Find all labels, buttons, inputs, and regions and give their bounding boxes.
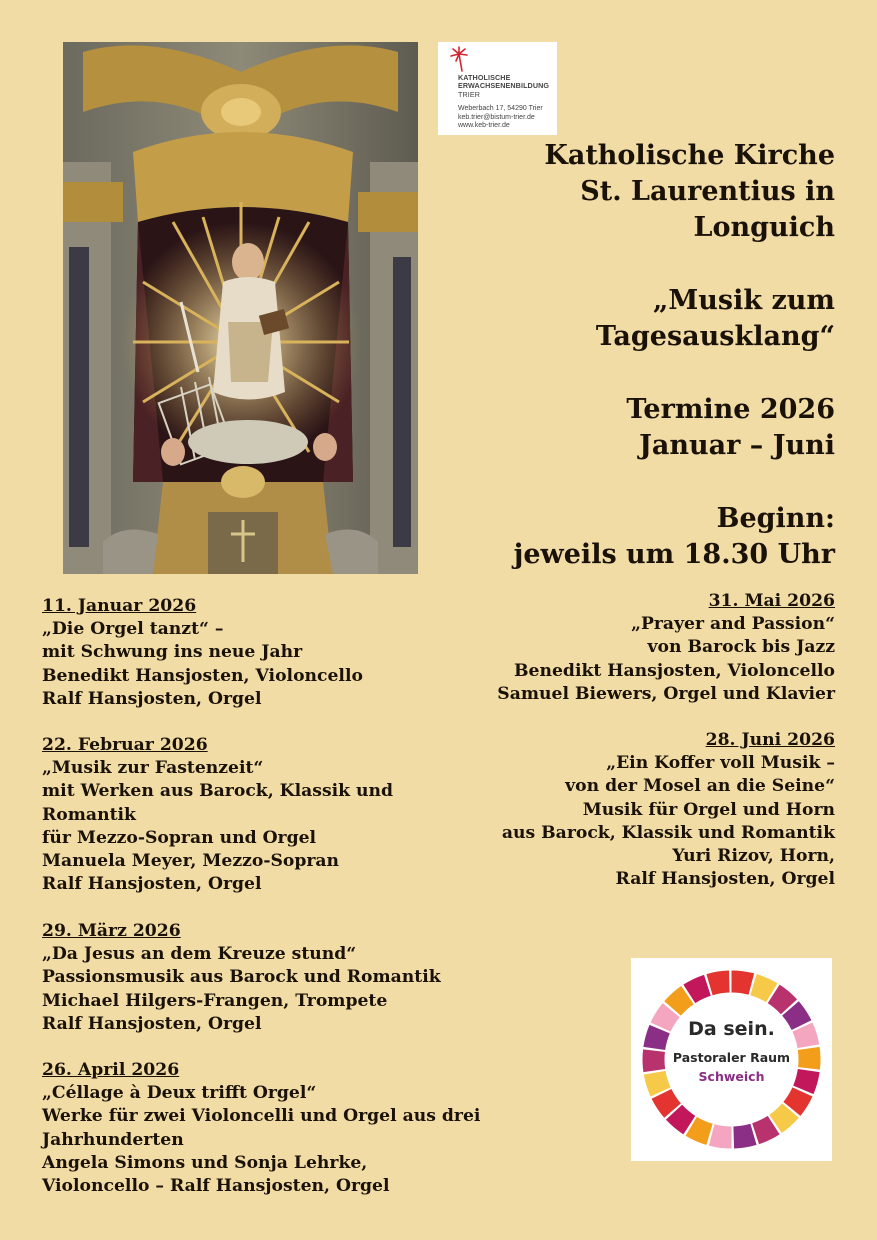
- event-line: Michael Hilgers-Frangen, Trompete: [42, 990, 388, 1011]
- event-line: Yuri Rizov, Horn,: [672, 846, 835, 867]
- ring-segment: [732, 982, 752, 985]
- event-line: Benedikt Hansjosten, Violoncello: [514, 660, 835, 681]
- event-line: Romantik: [42, 804, 136, 825]
- event-line: Samuel Biewers, Orgel und Klavier: [497, 683, 835, 704]
- event-line: „Musik zur Fastenzeit“: [42, 758, 264, 779]
- keb-org-line3: TRIER: [458, 89, 481, 99]
- dates-line1: Termine 2026: [626, 394, 835, 425]
- event-line: Violoncello – Ralf Hansjosten, Orgel: [42, 1176, 390, 1197]
- pastoral-raum-logo: [631, 958, 832, 1161]
- event-line: „Céllage à Deux trifft Orgel“: [42, 1083, 317, 1104]
- start-line1: Beginn:: [716, 503, 835, 534]
- ring-segment: [792, 1092, 803, 1109]
- event-line: „Ein Koffer voll Musik –: [606, 753, 835, 774]
- event-line: Ralf Hansjosten, Orgel: [42, 688, 262, 709]
- keb-org-line2: ERWACHSENENBILDUNG: [458, 81, 550, 91]
- event-line: für Mezzo-Sopran und Orgel: [42, 827, 317, 848]
- event-line: Manuela Meyer, Mezzo-Sopran: [42, 851, 340, 872]
- ring-segment: [674, 1112, 689, 1125]
- event-line: „Prayer and Passion“: [631, 614, 835, 635]
- ring-segment: [774, 994, 789, 1007]
- event-june: [502, 729, 835, 891]
- logo-line2: Schweich: [698, 1069, 765, 1084]
- event-line: von der Mosel an die Seine“: [565, 776, 835, 797]
- event-line: Benedikt Hansjosten, Violoncello: [42, 665, 363, 686]
- poster-header: [435, 138, 835, 573]
- event-line: mit Werken aus Barock, Klassik und: [42, 781, 394, 802]
- altar-photo: [63, 42, 418, 574]
- keb-street: Weberbach 17, 54290 Trier: [458, 105, 543, 112]
- dates-line2: Januar – Juni: [639, 430, 835, 461]
- event-line: Angela Simons und Sonja Lehrke,: [42, 1152, 368, 1173]
- keb-logo: [438, 42, 557, 135]
- event-date: 22. Februar 2026: [42, 735, 208, 755]
- event-line: Ralf Hansjosten, Orgel: [615, 869, 835, 890]
- event-january: [42, 595, 363, 711]
- start-line2: jeweils um 18.30 Uhr: [513, 539, 835, 570]
- event-date: 29. März 2026: [42, 921, 181, 941]
- keb-email: keb.trier@bistum-trier.de: [458, 113, 535, 121]
- event-line: mit Schwung ins neue Jahr: [42, 642, 303, 663]
- event-april: [42, 1059, 480, 1198]
- ring-segment: [776, 1111, 791, 1124]
- event-date: 28. Juni 2026: [705, 730, 835, 750]
- event-date: 26. April 2026: [42, 1060, 180, 1080]
- keb-star-icon: [448, 46, 470, 72]
- keb-website: www.keb-trier.de: [458, 122, 510, 130]
- event-february: [42, 734, 393, 896]
- ring-segment: [756, 1125, 774, 1134]
- event-line: „Da Jesus an dem Kreuze stund“: [42, 944, 357, 965]
- event-line: Musik für Orgel und Horn: [582, 799, 835, 820]
- event-may: [497, 590, 835, 706]
- ring-segment: [753, 985, 771, 993]
- event-line: Werke für zwei Violoncelli und Orgel aus drei: [42, 1106, 481, 1127]
- event-line: aus Barock, Klassik und Romantik: [501, 822, 835, 843]
- ring-segment: [710, 982, 730, 985]
- keb-org-name: [458, 74, 549, 99]
- event-date: 31. Mai 2026: [708, 591, 835, 611]
- event-line: Ralf Hansjosten, Orgel: [42, 874, 262, 895]
- series-title-line2: Tagesausklang“: [595, 321, 835, 352]
- church-line2: St. Laurentius in Longuich: [580, 176, 835, 243]
- series-title-line1: „Musik zum: [652, 285, 835, 316]
- ring-segment: [689, 985, 707, 994]
- ring-segment: [662, 1094, 673, 1111]
- event-line: von Barock bis Jazz: [647, 637, 835, 658]
- altar-illustration: [63, 42, 418, 574]
- event-line: Passionsmusik aus Barock und Romantik: [42, 967, 441, 988]
- event-line: Jahrhunderten: [42, 1129, 184, 1150]
- ring-segment: [734, 1134, 754, 1137]
- event-march: [42, 920, 441, 1036]
- church-line1: Katholische Kirche: [544, 140, 835, 171]
- ring-segment: [691, 1126, 709, 1134]
- event-line: Ralf Hansjosten, Orgel: [42, 1013, 262, 1034]
- keb-org-line1: KATHOLISCHE: [458, 73, 511, 82]
- ring-segment: [712, 1135, 732, 1138]
- logo-slogan: Da sein.: [688, 1018, 775, 1040]
- logo-line1: Pastoraler Raum: [672, 1050, 791, 1065]
- event-line: „Die Orgel tanzt“ –: [42, 619, 224, 640]
- ring-segment: [673, 995, 688, 1008]
- event-date: 11. Januar 2026: [42, 596, 197, 616]
- keb-address: [458, 105, 543, 131]
